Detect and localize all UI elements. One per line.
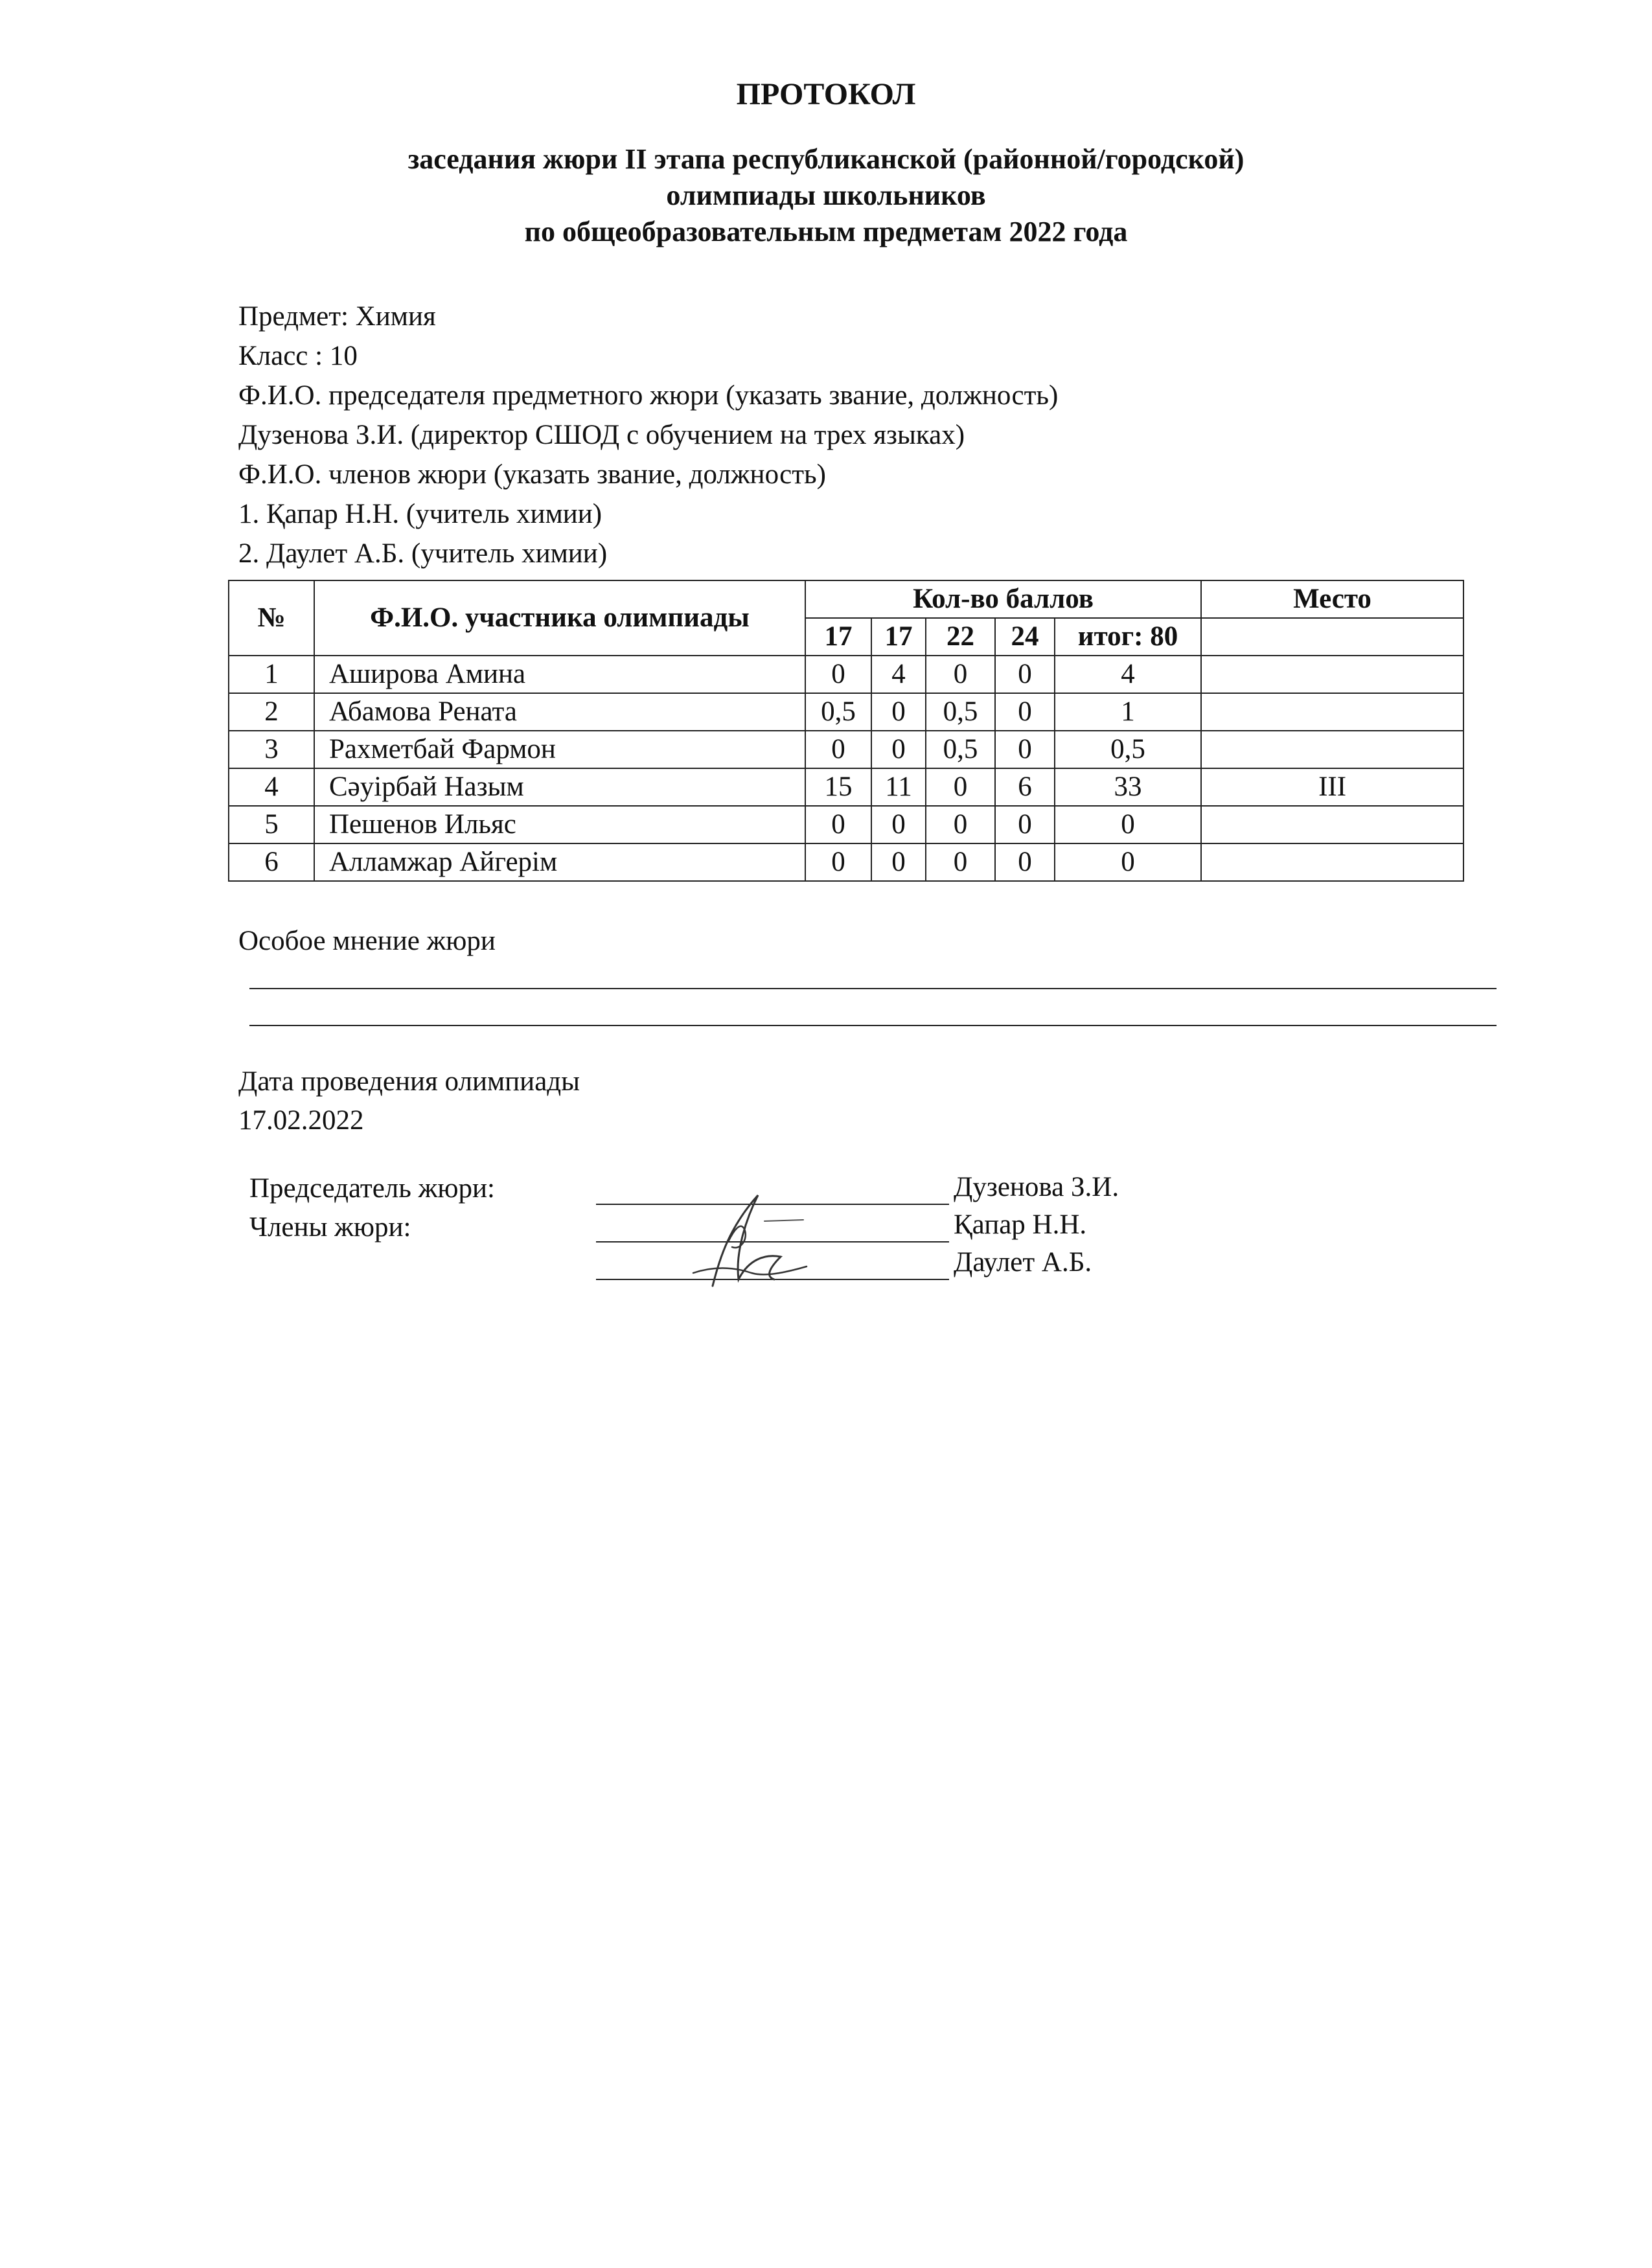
total-cell: 33 [1055, 768, 1201, 806]
member-line: 1. Қапар Н.Н. (учитель химии) [238, 499, 602, 529]
score-cell: 0 [805, 731, 871, 768]
header-number: № [229, 580, 314, 656]
document-subtitle [0, 141, 1652, 250]
member-name: Даулет А.Б. [954, 1247, 1092, 1277]
header-scores: Кол-во баллов [805, 580, 1201, 618]
member-line: 2. Даулет А.Б. (учитель химии) [238, 538, 608, 569]
members-signature-label: Члены жюри: [249, 1212, 411, 1243]
protocol-meta [238, 297, 1058, 573]
subtitle-line: олимпиады школьников [666, 179, 986, 211]
score-cell: 0 [871, 806, 926, 843]
participant-name: Абамова Рената [314, 693, 805, 731]
table-row [229, 843, 1463, 881]
score-cell: 0 [805, 843, 871, 881]
header-task-max: 24 [995, 618, 1055, 656]
grade-line: Класс : 10 [238, 341, 358, 371]
row-number: 4 [229, 768, 314, 806]
row-number: 6 [229, 843, 314, 881]
opinion-rule [249, 1025, 1497, 1026]
total-cell: 4 [1055, 656, 1201, 693]
score-cell: 0 [995, 656, 1055, 693]
subject-line: Предмет: Химия [238, 301, 436, 332]
place-cell [1201, 843, 1463, 881]
score-cell: 15 [805, 768, 871, 806]
participant-name: Алламжар Айгерім [314, 843, 805, 881]
header-place-blank [1201, 618, 1463, 656]
subtitle-line: по общеобразовательным предметам 2022 года [524, 216, 1128, 247]
table-row [229, 656, 1463, 693]
score-cell: 0 [926, 806, 995, 843]
score-cell: 0 [805, 806, 871, 843]
score-cell: 0 [871, 843, 926, 881]
date-value: 17.02.2022 [238, 1105, 364, 1136]
header-place: Место [1201, 580, 1463, 618]
score-cell: 0 [871, 693, 926, 731]
score-cell: 6 [995, 768, 1055, 806]
score-cell: 0 [995, 806, 1055, 843]
header-participant-name: Ф.И.О. участника олимпиады [314, 580, 805, 656]
date-block [238, 1062, 580, 1140]
header-total: итог: 80 [1055, 618, 1201, 656]
chair-signature-label: Председатель жюри: [249, 1173, 495, 1204]
score-cell: 0 [926, 843, 995, 881]
subtitle-line: заседания жюри II этапа республиканской (районной/городской) [407, 143, 1245, 175]
score-cell: 0 [926, 656, 995, 693]
handwritten-signature [667, 1182, 816, 1292]
total-cell: 1 [1055, 693, 1201, 731]
member-name: Қапар Н.Н. [954, 1209, 1087, 1240]
row-number: 5 [229, 806, 314, 843]
score-cell: 0 [926, 768, 995, 806]
date-label: Дата проведения олимпиады [238, 1066, 580, 1097]
table-row [229, 731, 1463, 768]
score-cell: 0 [995, 843, 1055, 881]
score-cell: 0,5 [926, 731, 995, 768]
row-number: 1 [229, 656, 314, 693]
score-cell: 0 [995, 693, 1055, 731]
total-cell: 0,5 [1055, 731, 1201, 768]
total-cell: 0 [1055, 843, 1201, 881]
opinion-rule [249, 988, 1497, 989]
participant-name: Пешенов Ильяс [314, 806, 805, 843]
total-cell: 0 [1055, 806, 1201, 843]
table-row [229, 693, 1463, 731]
score-cell: 11 [871, 768, 926, 806]
place-cell: III [1201, 768, 1463, 806]
place-cell [1201, 693, 1463, 731]
members-prompt: Ф.И.О. членов жюри (указать звание, должность) [238, 459, 826, 490]
document-title: ПРОТОКОЛ [736, 77, 916, 111]
score-cell: 0,5 [805, 693, 871, 731]
row-number: 3 [229, 731, 314, 768]
place-cell [1201, 731, 1463, 768]
participant-name: Рахметбай Фармон [314, 731, 805, 768]
place-cell [1201, 656, 1463, 693]
score-cell: 0 [995, 731, 1055, 768]
chair-line: Дузенова З.И. (директор СШОД с обучением на трех языках) [238, 420, 965, 450]
score-cell: 0 [805, 656, 871, 693]
place-cell [1201, 806, 1463, 843]
table-row [229, 768, 1463, 806]
chair-name: Дузенова З.И. [954, 1172, 1119, 1202]
jury-opinion-label: Особое мнение жюри [238, 926, 496, 956]
table-row [229, 806, 1463, 843]
results-table [228, 580, 1464, 882]
score-cell: 0 [871, 731, 926, 768]
header-task-max: 17 [805, 618, 871, 656]
header-task-max: 17 [871, 618, 926, 656]
row-number: 2 [229, 693, 314, 731]
score-cell: 4 [871, 656, 926, 693]
header-task-max: 22 [926, 618, 995, 656]
score-cell: 0,5 [926, 693, 995, 731]
participant-name: Аширова Амина [314, 656, 805, 693]
participant-name: Сәуірбай Назым [314, 768, 805, 806]
chair-prompt: Ф.И.О. председателя предметного жюри (указать звание, должность) [238, 380, 1059, 411]
